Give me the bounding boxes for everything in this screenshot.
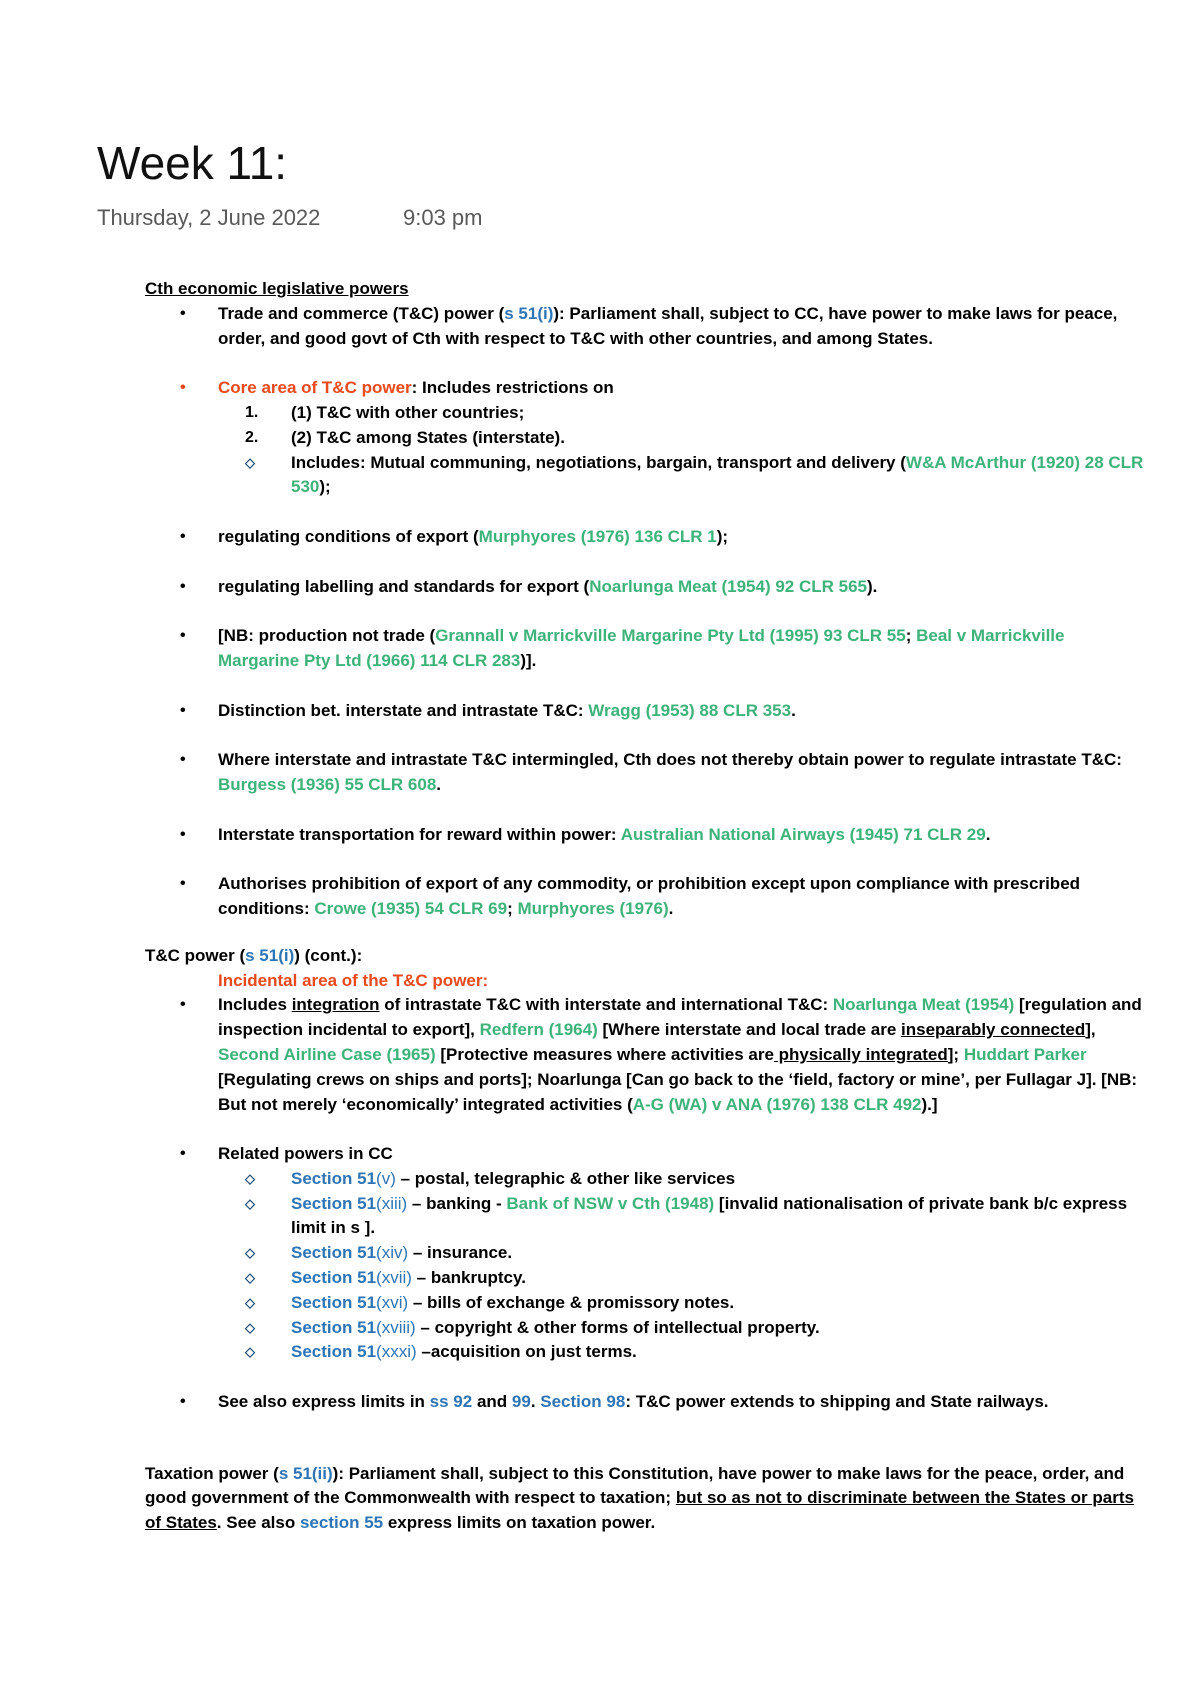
section-heading: Cth economic legislative powers <box>145 279 409 298</box>
case-citation: Redfern (1964) <box>479 1020 598 1040</box>
circle-bullet-icon: ◇ <box>245 1319 255 1335</box>
case-citation: Australian National Airways (1945) 71 CLR 29 <box>620 824 986 844</box>
circle-bullet-icon: ◇ <box>245 1294 255 1310</box>
note-timestamp <box>97 205 483 231</box>
core-area-label: Core area of T&C power <box>218 378 412 398</box>
case-citation: Grannall v Marrickville Margarine Pty Ltd (1995) 93 CLR 55 <box>435 626 906 646</box>
section-ref: s 51(ii) <box>278 1463 333 1483</box>
list-item: • regulating labelling and standards for export (Noarlunga Meat (1954) 92 CLR 565). <box>145 575 1145 600</box>
list-item: ◇ Section 51(xxxi) –acquisition on just terms. <box>145 1340 1145 1365</box>
case-citation: Huddart Parker <box>963 1044 1087 1064</box>
list-item: ◇ Section 51(xviii) – copyright & other forms of intellectual property. <box>145 1316 1145 1341</box>
section-ref: section 55 <box>299 1513 384 1533</box>
case-citation: Murphyores (1976) 136 CLR 1 <box>478 526 717 546</box>
case-citation: Beal v Marrickville Margarine Pty Ltd (1966) 114 CLR 283 <box>218 626 1065 670</box>
case-citation: Wragg (1953) 88 CLR 353 <box>588 700 792 720</box>
case-citation: Bank of NSW v Cth (1948) <box>506 1193 715 1213</box>
list-item: • Where interstate and intrastate T&C intermingled, Cth does not thereby obtain power to regulate intrastate T&C: Burgess (1936) 55 CLR 608. <box>145 748 1145 798</box>
case-citation: Noarlunga Meat (1954) 92 CLR 565 <box>589 576 867 596</box>
case-citation: W&A McArthur (1920) 28 CLR 530 <box>291 452 1144 497</box>
list-item: • See also express limits in ss 92 and 99. Section 98: T&C power extends to shipping and State railways. <box>145 1390 1145 1415</box>
list-item: • [NB: production not trade (Grannall v Marrickville Margarine Pty Ltd (1995) 93 CLR 55; Beal v Marrickville Margarine Pty Ltd (1966) 114 CLR 283)]. <box>145 624 1145 674</box>
list-item: • Authorises prohibition of export of any commodity, or prohibition except upon compliance with prescribed conditions: Crowe (1935) 54 CLR 69; Murphyores (1976). <box>145 872 1145 922</box>
list-item: ◇ Section 51(xiii) – banking - Bank of NSW v Cth (1948) [invalid nationalisation of private bank b/c express limit in s ]. <box>245 1193 1128 1238</box>
bullet-list <box>145 302 1145 922</box>
list-item: • Related powers in CC <box>145 1142 1145 1167</box>
section-ref: 99 <box>511 1392 531 1412</box>
list-item: ◇ Section 51(xvii) – bankruptcy. <box>145 1266 1145 1291</box>
list-item: 1. (1) T&C with other countries; <box>245 402 525 422</box>
circle-bullet-icon: ◇ <box>245 1344 255 1360</box>
case-citation: Murphyores (1976) <box>517 898 669 918</box>
list-item: ◇ Section 51(xiv) – insurance. <box>145 1241 1145 1266</box>
note-body <box>145 277 1145 1536</box>
list-item: • Includes integration of intrastate T&C with interstate and international T&C: Noarlunga Meat (1954) [regulation and inspection incidental to export], Redfern (1964) [Where interstate and local trade are inseparably connected], Second Airline Case (1965) [Protective measures where activities are physically integrated]; Huddart Parker [Regulating crews on ships and ports]; Noarlunga [Can go back to the ‘field, factory or mine’, per Fullagar J]. [NB: But not merely ‘economically’ integrated activities (A-G (WA) v ANA (1976) 138 CLR 492).] <box>145 993 1145 1117</box>
list-item: ◇ Includes: Mutual communing, negotiations, bargain, transport and delivery (W&A McArthur (1920) 28 CLR 530); <box>245 452 1144 497</box>
list-item: • regulating conditions of export (Murphyores (1976) 136 CLR 1); <box>145 525 1145 550</box>
taxation-paragraph: Taxation power (s 51(ii)): Parliament shall, subject to this Constitution, have power to make laws for the peace, order, and good government of the Commonwealth with respect to taxation; but so as not to discriminate between the States or parts of States. See also section 55 express limits on taxation power. <box>145 1463 1134 1533</box>
list-item: ◇ Section 51(v) – postal, telegraphic & other like services <box>145 1167 1145 1192</box>
page-title: Week 11: <box>97 137 288 189</box>
section-ref: s 51(i) <box>504 303 554 323</box>
incidental-label: Incidental area of the T&C power: <box>218 970 489 990</box>
list-item: 2. (2) T&C among States (interstate). <box>245 427 565 447</box>
case-citation: Crowe (1935) 54 CLR 69 <box>314 898 508 918</box>
list-item: ◇ Section 51(xvi) – bills of exchange & promissory notes. <box>145 1291 1145 1316</box>
section-ref: s 51(i) <box>245 945 295 965</box>
list-item: • Distinction bet. interstate and intrastate T&C: Wragg (1953) 88 CLR 353. <box>145 699 1145 724</box>
list-item: • Trade and commerce (T&C) power (s 51(i)): Parliament shall, subject to CC, have power to make laws for peace, order, and good govt of Cth with respect to T&C with other countries, and among States. <box>145 302 1145 352</box>
list-item: • Core area of T&C power: Includes restrictions on <box>145 376 1145 401</box>
circle-bullet-icon: ◇ <box>245 1195 255 1211</box>
circle-bullet-icon: ◇ <box>245 1245 255 1261</box>
section-ref: Section 98 <box>540 1392 626 1412</box>
circle-bullet-icon: ◇ <box>245 1170 255 1186</box>
case-citation: A-G (WA) v ANA (1976) 138 CLR 492 <box>632 1094 922 1114</box>
case-citation: Burgess (1936) 55 CLR 608 <box>218 774 437 794</box>
bullet-list <box>145 993 1145 1415</box>
list-item: • Interstate transportation for reward within power: Australian National Airways (1945) 71 CLR 29. <box>145 823 1145 848</box>
circle-bullet-icon: ◇ <box>245 1270 255 1286</box>
section-heading: T&C power (s 51(i)) (cont.): <box>145 945 363 965</box>
note-time: 9:03 pm <box>403 205 483 230</box>
note-date: Thursday, 2 June 2022 <box>97 205 321 230</box>
section-ref: ss 92 <box>429 1392 473 1412</box>
case-citation: Noarlunga Meat (1954) <box>832 995 1015 1015</box>
circle-bullet-icon: ◇ <box>245 454 255 470</box>
case-citation: Second Airline Case (1965) <box>218 1044 436 1064</box>
